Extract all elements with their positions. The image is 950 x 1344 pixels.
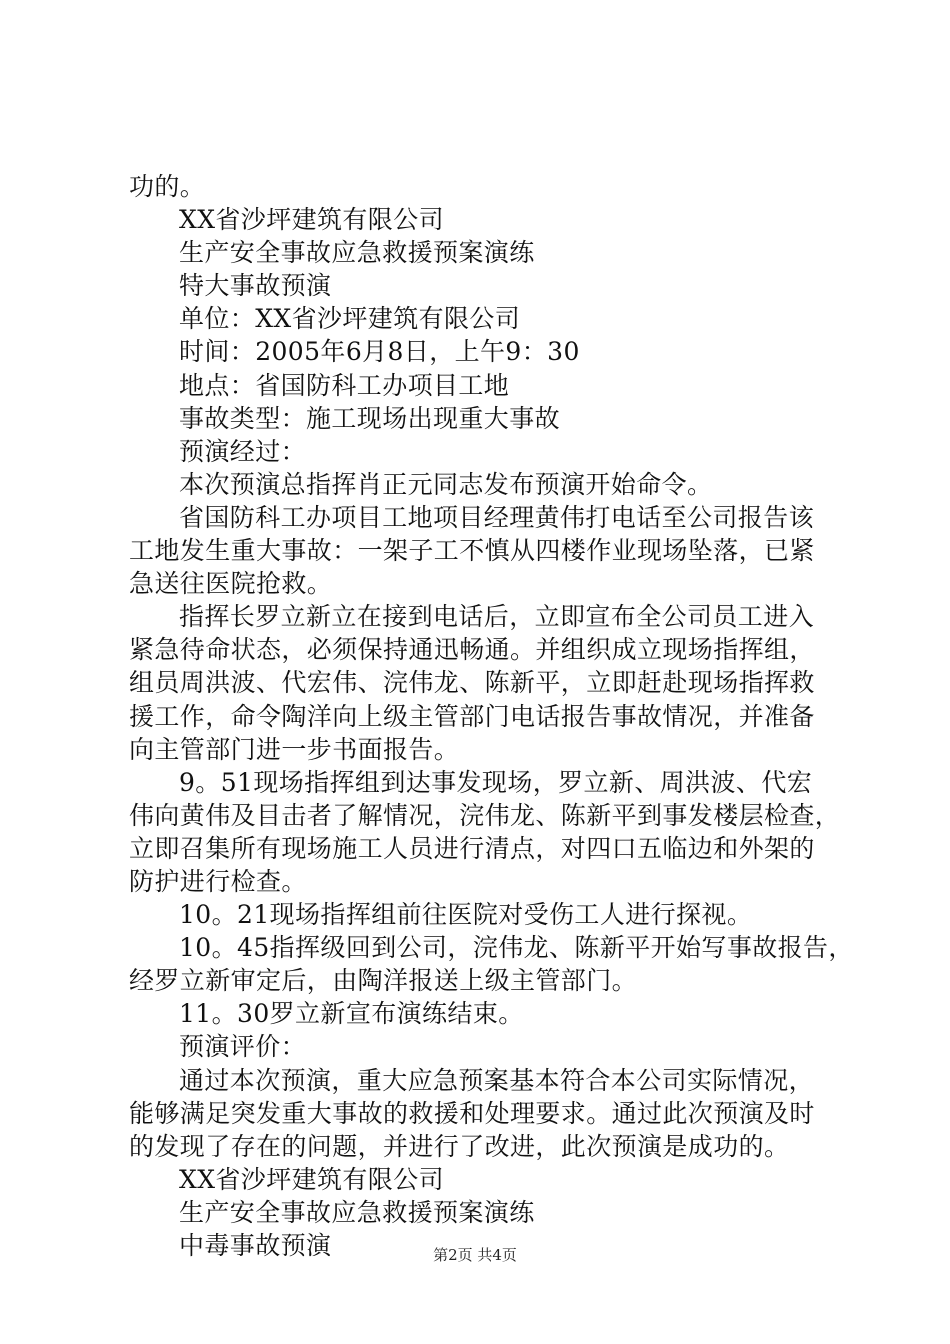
- text-line: 省国防科工办项目工地项目经理黄伟打电话至公司报告该: [179, 502, 815, 532]
- text-line: 伟向黄伟及目击者了解情况，浣伟龙、陈新平到事发楼层检查，: [129, 800, 841, 830]
- text-line: 时间：2005年6月8日，上午9：30: [179, 337, 580, 367]
- text-line: 功的。: [129, 172, 206, 201]
- text-line: 的发现了存在的问题，并进行了改进，此次预演是成功的。: [129, 1131, 790, 1161]
- text-line: 防护进行检查。: [129, 866, 307, 896]
- text-line: 向主管部门进一步书面报告。: [129, 734, 460, 764]
- page-footer: 第2页 共4页: [433, 1246, 517, 1264]
- text-line: 能够满足突发重大事故的救援和处理要求。通过此次预演及时: [129, 1098, 815, 1128]
- text-line: 立即召集所有现场施工人员进行清点，对四口五临边和外架的: [129, 833, 815, 863]
- text-line: 9。51现场指挥组到达事发现场，罗立新、周洪波、代宏: [179, 767, 813, 797]
- text-line: 指挥长罗立新立在接到电话后，立即宣布全公司员工进入: [179, 602, 815, 632]
- text-line: 单位：XX省沙坪建筑有限公司: [179, 304, 521, 334]
- text-line: 工地发生重大事故：一架子工不慎从四楼作业现场坠落，已紧: [129, 536, 815, 566]
- text-line: XX省沙坪建筑有限公司: [179, 1164, 444, 1194]
- text-line: 经罗立新审定后，由陶洋报送上级主管部门。: [129, 966, 638, 996]
- text-line: 援工作，命令陶洋向上级主管部门电话报告事故情况，并准备: [129, 701, 815, 731]
- text-line: 事故类型：施工现场出现重大事故: [179, 403, 561, 433]
- text-line: 预演经过：: [179, 436, 307, 466]
- text-line: 11。30罗立新宣布演练结束。: [179, 999, 524, 1029]
- text-line: 10。21现场指挥组前往医院对受伤工人进行探视。: [179, 900, 753, 930]
- text-line: 中毒事故预演: [179, 1231, 332, 1260]
- text-line: 生产安全事故应急救援预案演练: [179, 238, 535, 268]
- text-line: 预演评价：: [179, 1032, 307, 1062]
- document-body: [129, 170, 854, 1262]
- text-line: 组员周洪波、代宏伟、浣伟龙、陈新平，立即赶赴现场指挥救: [129, 668, 815, 698]
- text-line: 通过本次预演，重大应急预案基本符合本公司实际情况，: [179, 1065, 815, 1095]
- text-line: 生产安全事故应急救援预案演练: [179, 1197, 535, 1227]
- text-line: 特大事故预演: [179, 271, 332, 301]
- text-line: 本次预演总指挥肖正元同志发布预演开始命令。: [179, 469, 713, 499]
- text-line: 地点：省国防科工办项目工地: [179, 370, 510, 400]
- text-line: XX省沙坪建筑有限公司: [179, 205, 444, 235]
- text-line: 急送往医院抢救。: [129, 569, 333, 599]
- text-line: 10。45指挥级回到公司，浣伟龙、陈新平开始写事故报告，: [179, 933, 854, 963]
- text-line: 紧急待命状态，必须保持通迅畅通。并组织成立现场指挥组，: [129, 635, 815, 665]
